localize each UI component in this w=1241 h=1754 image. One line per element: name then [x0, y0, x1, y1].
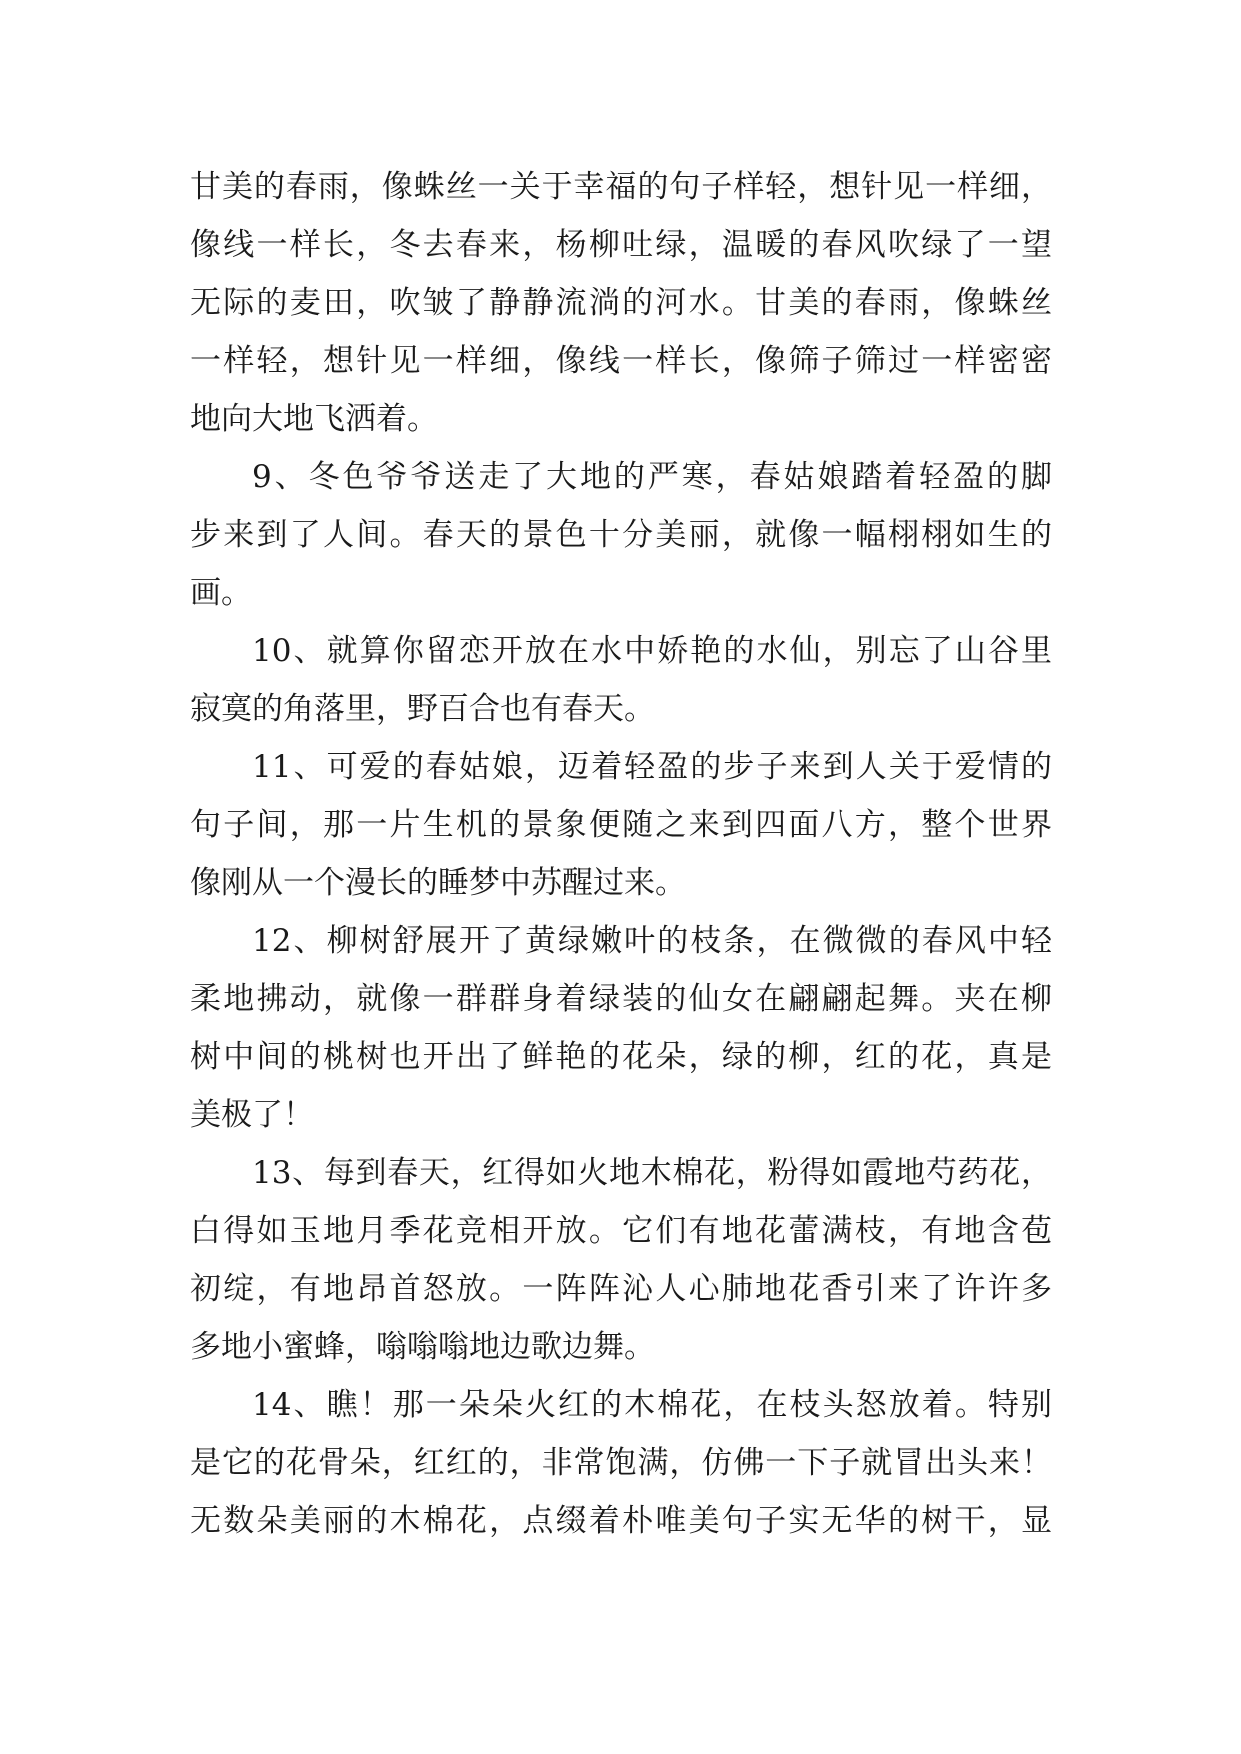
- text-line: 无际的麦田，吹皱了静静流淌的河水。甘美的春雨，像蛛丝: [190, 285, 1052, 321]
- text-line: 11、可爱的春姑娘，迈着轻盈的步子来到人关于爱情的: [252, 749, 1052, 785]
- text-line: 步来到了人间。春天的景色十分美丽，就像一幅栩栩如生的: [190, 517, 1052, 553]
- text-line: 多地小蜜蜂，嗡嗡嗡地边歌边舞。: [190, 1329, 655, 1365]
- document-body: [190, 158, 1052, 1550]
- paragraph-12: [190, 912, 1052, 1144]
- text-line: 初绽，有地昂首怒放。一阵阵沁人心肺地花香引来了许许多: [190, 1271, 1052, 1307]
- text-line: 白得如玉地月季花竞相开放。它们有地花蕾满枝，有地含苞: [190, 1213, 1052, 1249]
- text-line: 美极了！: [190, 1097, 314, 1133]
- paragraph-10: [190, 622, 1052, 738]
- text-line: 像线一样长，冬去春来，杨柳吐绿，温暖的春风吹绿了一望: [190, 227, 1052, 263]
- text-line: 柔地拂动，就像一群群身着绿装的仙女在翩翩起舞。夹在柳: [190, 981, 1052, 1017]
- text-line: 12、柳树舒展开了黄绿嫩叶的枝条，在微微的春风中轻: [252, 923, 1052, 959]
- paragraph-9: [190, 448, 1052, 622]
- paragraph-13: [190, 1144, 1052, 1376]
- text-line: 9、冬色爷爷送走了大地的严寒，春姑娘踏着轻盈的脚: [252, 459, 1052, 495]
- text-line: 像刚从一个漫长的睡梦中苏醒过来。: [190, 865, 686, 901]
- text-line: 无数朵美丽的木棉花，点缀着朴唯美句子实无华的树干，显: [190, 1503, 1052, 1539]
- text-line: 寂寞的角落里，野百合也有春天。: [190, 691, 655, 727]
- text-line: 画。: [190, 575, 252, 611]
- text-line: 14、瞧！那一朵朵火红的木棉花，在枝头怒放着。特别: [252, 1387, 1052, 1423]
- paragraph-spring-rain: [190, 158, 1052, 448]
- text-line: 地向大地飞洒着。: [190, 401, 438, 437]
- paragraph-14: [190, 1376, 1052, 1550]
- text-line: 句子间，那一片生机的景象便随之来到四面八方，整个世界: [190, 807, 1052, 843]
- text-line: 10、就算你留恋开放在水中娇艳的水仙，别忘了山谷里: [252, 633, 1052, 669]
- text-line: 甘美的春雨，像蛛丝一关于幸福的句子样轻，想针见一样细，: [190, 169, 1052, 205]
- text-line: 树中间的桃树也开出了鲜艳的花朵，绿的柳，红的花，真是: [190, 1039, 1052, 1075]
- text-line: 是它的花骨朵，红红的，非常饱满，仿佛一下子就冒出头来！: [190, 1445, 1052, 1481]
- paragraph-11: [190, 738, 1052, 912]
- text-line: 13、每到春天，红得如火地木棉花，粉得如霞地芍药花，: [252, 1155, 1052, 1191]
- text-line: 一样轻，想针见一样细，像线一样长，像筛子筛过一样密密: [190, 343, 1052, 379]
